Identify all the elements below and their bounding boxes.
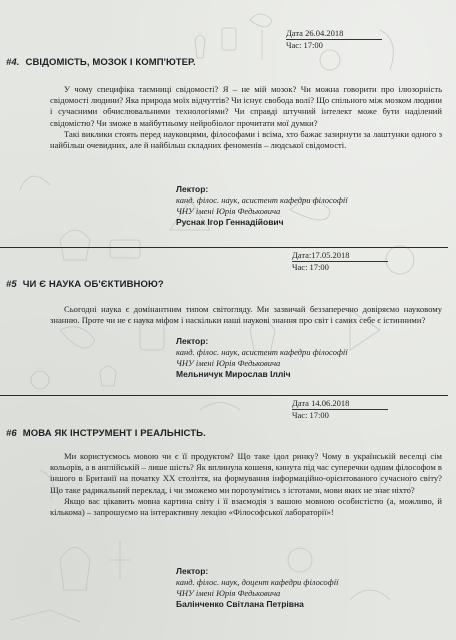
lector-university: ЧНУ імені Юрія Федьковича xyxy=(176,358,281,368)
lecture-title xyxy=(6,428,206,439)
lector-info xyxy=(176,184,348,228)
lecture-block-2 xyxy=(0,250,456,390)
lecture-number: #4. xyxy=(6,57,20,68)
lector-position: канд. філос. наук, доцент кафедри філософії xyxy=(176,577,339,587)
lecture-number: #5 xyxy=(6,279,17,290)
date-time xyxy=(292,250,388,273)
lector-label: Лектор: xyxy=(176,566,209,576)
section-divider xyxy=(0,247,448,248)
lecture-number: #6 xyxy=(6,428,17,439)
description-paragraph: Ми користуємось мовою чи є її продуктом? Що таке ідол ринку? Чому в українській веселці сім кольорів, а в англійській – лише шість? Як вплинула кошеня, кинута під час суперечки одним філософом в іншого в Британії на початку XX століття, на формування інформаційно-орієнтованого сучасного світу? Що таке радикальний переклад, і чи зможемо ми порозумітись з істотами, мови яких не знає ніхто? xyxy=(50,451,442,495)
event-time: Час: 17:00 xyxy=(286,40,323,50)
event-date: Дата 14.06.2018 xyxy=(292,398,388,410)
lecture-title xyxy=(6,57,196,68)
lector-name: Балінченко Світлана Петрівна xyxy=(176,599,304,609)
event-date: Дата:17.05.2018 xyxy=(292,250,388,262)
description-paragraph: Такі виклики стоять перед науковцями, філософами і всіма, хто бажає зазирнути за лаштунки одного з найбільш очевидних, але й найбільш складних феноменів – людської свідомості. xyxy=(50,128,442,151)
lector-name: Руснак Ігор Геннадійович xyxy=(176,217,284,227)
description-paragraph: Сьогодні наука є домінантним типом світогляду. Ми зазвичай беззаперечно довіряємо науковому знанню. Проте чи не є наука міфом і наскільки наші наукові знання про світ і самих себе є істинними? xyxy=(50,304,442,326)
lector-position: канд. філос. наук, асистент кафедри філософії xyxy=(176,347,348,357)
lector-info xyxy=(176,336,348,380)
lecture-block-3 xyxy=(0,398,456,640)
date-time xyxy=(286,28,382,51)
lecture-description xyxy=(50,451,442,518)
lecture-title-text: МОВА ЯК ІНСТРУМЕНТ І РЕАЛЬНІСТЬ. xyxy=(22,428,206,439)
lector-university: ЧНУ імені Юрія Федьковича xyxy=(176,206,281,216)
event-time: Час: 17:00 xyxy=(292,410,329,420)
lector-label: Лектор: xyxy=(176,184,209,194)
lector-info xyxy=(176,566,338,610)
description-paragraph: У чому специфіка таємниці свідомості? Я – не мій мозок? Чи можна говорити про ілюзорність свідомості людини? Яка природа моїх відчуттів? Чи існує свобода волі? Що спільного між мозком людини і сучасними обчислювальними технологіями? Чи справді штучний інтелект може бути наділений свідомістю? Чи зможе в майбутньому нейробіолог прочитати мої думки? xyxy=(50,84,442,128)
lecture-title xyxy=(6,279,164,290)
lecture-description xyxy=(50,304,442,326)
lecture-title-text: СВІДОМІСТЬ, МОЗОК І КОМП'ЮТЕР. xyxy=(25,57,196,68)
lector-university: ЧНУ імені Юрія Федьковича xyxy=(176,588,281,598)
lecture-title-text: ЧИ Є НАУКА ОБ'ЄКТИВНОЮ? xyxy=(22,279,164,290)
lector-label: Лектор: xyxy=(176,336,209,346)
lecture-description xyxy=(50,84,442,151)
date-time xyxy=(292,398,388,421)
description-paragraph: Якщо вас цікавить мовна картина світу і її взаємодія з вашою мовною особистістю (а, можливо, й кількома) – запрошуємо на інтерактивну лекцію «Філософської лабораторії»! xyxy=(50,495,442,518)
lector-name: Мельничук Мирослав Ілліч xyxy=(176,369,291,379)
event-time: Час: 17:00 xyxy=(292,262,329,272)
event-date: Дата 26.04.2018 xyxy=(286,28,382,40)
section-divider xyxy=(0,395,448,396)
lecture-block-1 xyxy=(0,0,456,262)
lector-position: канд. філос. наук, асистент кафедри філософії xyxy=(176,195,348,205)
